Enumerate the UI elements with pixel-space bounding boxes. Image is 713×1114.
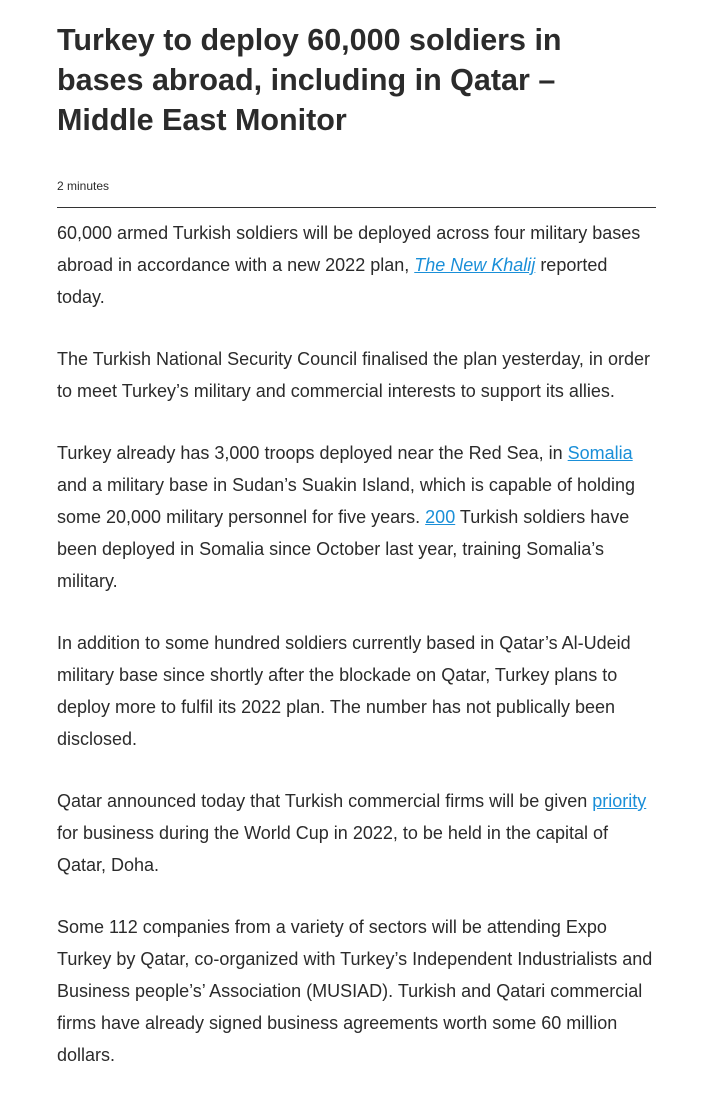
paragraph-6: Some 112 companies from a variety of sectors will be attending Expo Turkey by Qatar, co-organized with Turkey’s Independent Industrialists and Business people’s’ Association (MUSIAD). Turkish and Qatari commercial firms have already signed business agreements worth some 60 million dollars. — [57, 917, 653, 1065]
link-somalia[interactable]: Somalia — [567, 443, 633, 463]
text: 60,000 armed Turkish soldiers will be deployed across four military bases abroad in accordance with a new 2022 plan, — [57, 223, 641, 275]
paragraph-4: In addition to some hundred soldiers currently based in Qatar’s Al-Udeid military base since shortly after the blockade on Qatar, Turkey plans to deploy more to fulfil its 2022 plan. The number has not publically been disclosed. — [57, 633, 631, 749]
link-200[interactable]: 200 — [425, 507, 456, 527]
text: and a military base in Sudan’s Suakin Island, which is capable of holding some 20,000 military personnel for five years. — [57, 475, 636, 527]
paragraph-2: The Turkish National Security Council finalised the plan yesterday, in order to meet Turkey’s military and commercial interests to support its allies. — [57, 349, 650, 401]
divider — [57, 207, 656, 208]
text: Turkish soldiers have been deployed in Somalia since October last year, training Somalia’s military. — [57, 507, 630, 591]
link-priority[interactable]: priority — [592, 791, 647, 811]
paragraph-3 — [57, 437, 656, 597]
text: Qatar announced today that Turkish commercial firms will be given — [57, 791, 593, 811]
paragraph-5 — [57, 785, 656, 881]
paragraph-1 — [57, 217, 656, 313]
reading-time: 2 minutes — [57, 179, 110, 193]
text: reported today. — [57, 255, 608, 307]
text: for business during the World Cup in 2022, to be held in the capital of Qatar, Doha. — [57, 823, 609, 875]
link-the-new-khalij[interactable]: The New Khalij — [414, 255, 536, 275]
article-title: Turkey to deploy 60,000 soldiers in bases abroad, including in Qatar – Middle East Monitor — [57, 23, 562, 137]
text: Turkey already has 3,000 troops deployed near the Red Sea, in — [57, 443, 568, 463]
article-body — [57, 217, 656, 1071]
